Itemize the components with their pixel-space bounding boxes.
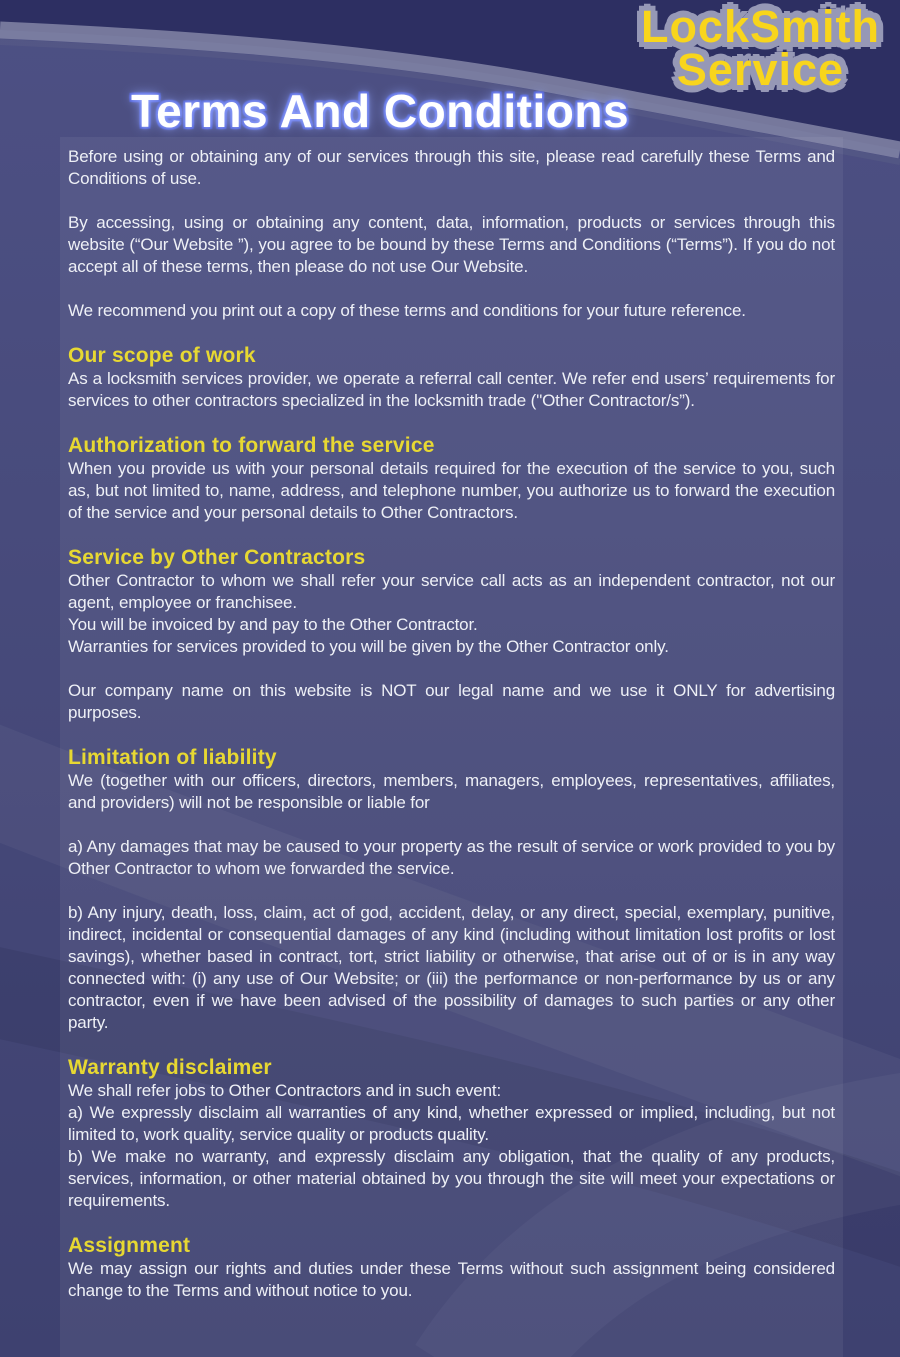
section-paragraph: We shall refer jobs to Other Contractors and in such event: [68,1081,502,1100]
section-paragraph: a) Any damages that may be caused to your property as the result of service or work provided to you by Other Contractor to whom we forwarded the service. [68,837,835,878]
section-paragraph: We may assign our rights and duties under these Terms without such assignment being considered change to the Terms and without notice to you. [68,1259,835,1300]
section-heading-service-by-other-contractors: Service by Other Contractors [68,546,366,569]
section-heading-authorization: Authorization to forward the service [68,434,435,457]
section-paragraph: Other Contractor to whom we shall refer your service call acts as an independent contractor, not our agent, employee or franchisee. [68,571,835,612]
section-paragraph: When you provide us with your personal details required for the execution of the service to you, such as, but not limited to, name, address, and telephone number, you authorize us to forward the execution of the service and your personal details to Other Contractors. [68,459,835,522]
section-heading-assignment: Assignment [68,1234,191,1257]
section-paragraph: a) We expressly disclaim all warranties of any kind, whether expressed or implied, including, but not limited to, work quality, service quality or products quality. [68,1103,835,1144]
section-paragraph: b) We make no warranty, and expressly disclaim any obligation, that the quality of any products, services, information, or other material obtained by you through the site will meet your expectations or requirements. [68,1147,835,1210]
terms-panel [60,137,843,1357]
section-paragraph: As a locksmith services provider, we operate a referral call center. We refer end users’ requirements for services to other contractors specialized in the locksmith trade ("Other Contractor/s”). [68,369,835,410]
intro-paragraph: Before using or obtaining any of our services through this site, please read carefully these Terms and Conditions of use. [68,147,835,188]
section-paragraph: We (together with our officers, directors, members, managers, employees, representatives, affiliates, and providers) will not be responsible or liable for [68,771,835,812]
section-paragraph: Our company name on this website is NOT our legal name and we use it ONLY for advertising purposes. [68,681,835,722]
section-heading-scope-of-work: Our scope of work [68,344,256,367]
site-logo-line2: Service [676,43,845,95]
section-heading-warranty-disclaimer: Warranty disclaimer [68,1056,272,1079]
page-title: Terms And Conditions [130,85,630,137]
intro-paragraph: By accessing, using or obtaining any content, data, information, products or services through this website (“Our Website ”), you agree to be bound by these Terms and Conditions (“Terms”). If you do not accept all of these terms, then please do not use Our Website. [68,213,835,276]
intro-paragraph: We recommend you print out a copy of these terms and conditions for your future reference. [68,301,746,320]
section-paragraph: b) Any injury, death, loss, claim, act of god, accident, delay, or any direct, special, exemplary, punitive, indirect, incidental or consequential damages of any kind (including without limitation lost profits or lost savings), whether based in contract, tort, strict liability or otherwise, that arise out of or is in any way connected with: (i) any use of Our Website; or (iii) the performance or non-performance by us or any contractor, even if we have been advised of the possibility of damages to such parties or any other party. [68,903,835,1032]
section-paragraph: You will be invoiced by and pay to the Other Contractor. [68,615,478,634]
section-paragraph: Warranties for services provided to you will be given by the Other Contractor only. [68,637,669,656]
section-heading-limitation-of-liability: Limitation of liability [68,746,277,769]
site-logo-line1: LockSmith [640,1,880,52]
site-logo[interactable] [640,1,880,95]
